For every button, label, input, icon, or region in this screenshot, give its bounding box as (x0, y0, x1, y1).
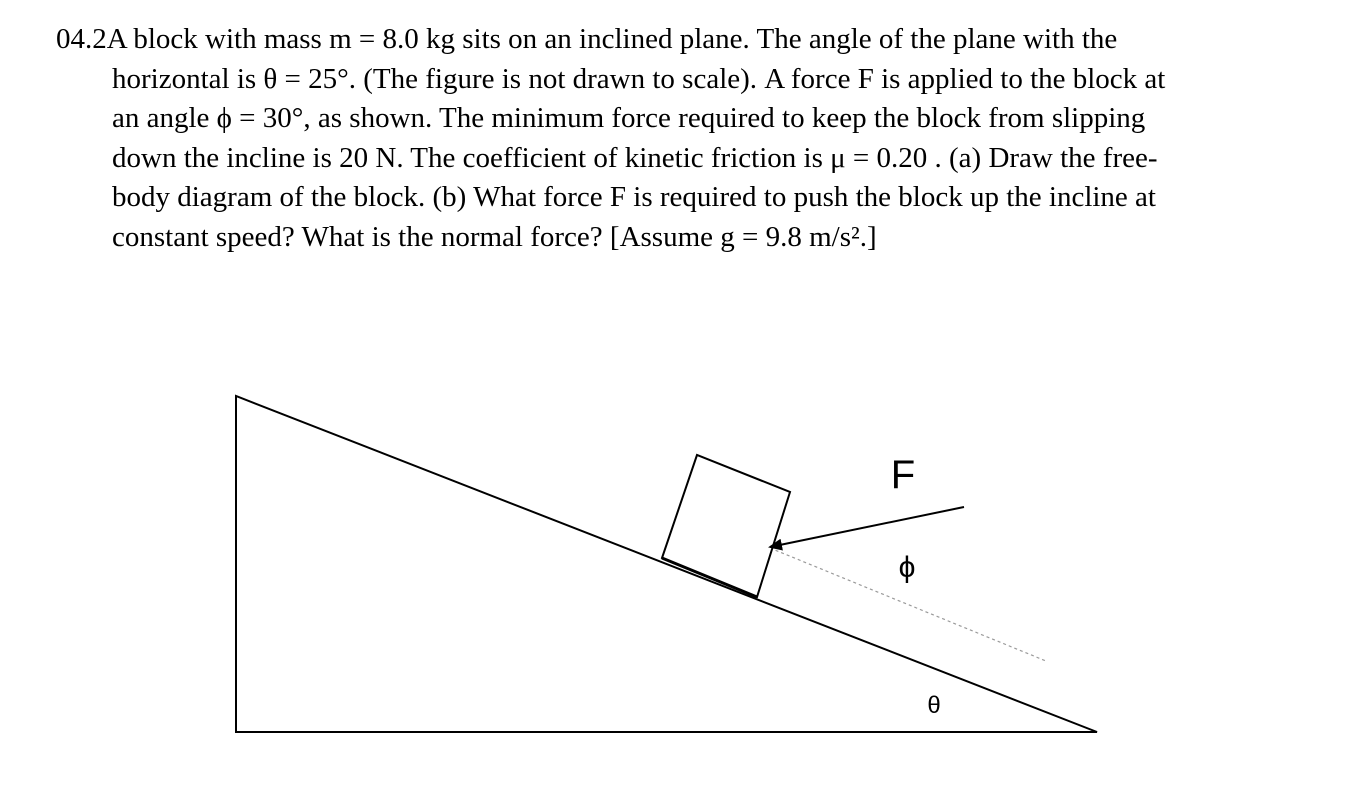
phi-label: ϕ (898, 551, 916, 584)
problem-line-3: an angle ϕ = 30°, as shown. The minimum force required to keep the block from slipping (112, 102, 1146, 134)
force-arrow (770, 507, 964, 547)
theta-label: θ (927, 692, 941, 719)
incline-triangle (236, 396, 1097, 732)
block (662, 455, 790, 597)
force-label: F (890, 453, 916, 497)
problem-line-5: body diagram of the block. (b) What force F is required to push the block up the incline at (112, 181, 1156, 213)
problem-line-1: 04.2A block with mass m = 8.0 kg sits on an inclined plane. The angle of the plane with the (56, 23, 1118, 55)
problem-line-2: horizontal is θ = 25°. (The figure is not drawn to scale). A force F is applied to the block at (112, 62, 1166, 95)
problem-line-4: down the incline is 20 N. The coefficient of kinetic friction is μ = 0.20 . (a) Draw the free- (112, 141, 1158, 174)
problem-line-6: constant speed? What is the normal force? [Assume g = 9.8 m/s².] (112, 220, 877, 253)
